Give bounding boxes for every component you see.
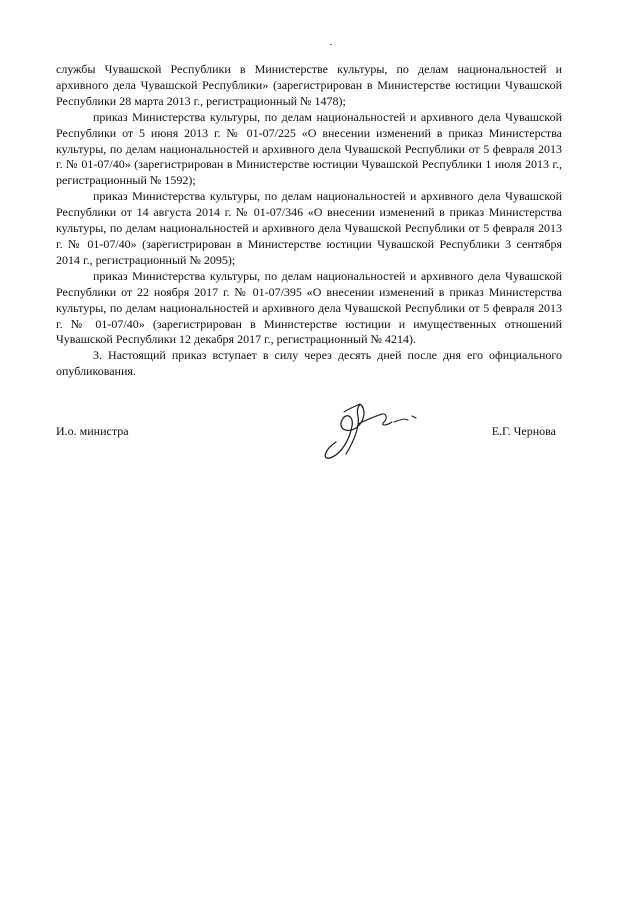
paragraph-effective-date: 3. Настоящий приказ вступает в силу через десять дней после дня его официального опубликования. — [56, 348, 562, 379]
handwritten-signature — [316, 398, 426, 462]
paragraph-order-225: приказ Министерства культуры, по делам национальностей и архивного дела Чувашской Республики от 5 июня 2013 г. № 01-07/225 «О внесении изменений в приказ Министерства культуры, по делам национальностей и архивного дела Чувашской Республики от 5 февраля 2013 г. № 01-07/40» (зарегистрирован в Министерстве юстиции Чувашской Республики 1 июля 2013 г., регистрационный № 1592); — [56, 109, 562, 188]
paragraph-order-395: приказ Министерства культуры, по делам национальностей и архивного дела Чувашской Республики от 22 ноября 2017 г. № 01-07/395 «О внесении изменений в приказ Министерства культуры, по делам национальностей и архивного дела Чувашской Республики от 5 февраля 2013 г. № 01-07/40» (зарегистрирован в Министерстве юстиции и имущественных отношений Чувашской Республики 12 декабря 2017 г., регистрационный № 4214). — [56, 268, 562, 347]
signatory-name: Е.Г. Чернова — [491, 424, 556, 438]
signature-row — [56, 424, 562, 444]
signatory-title: И.о. министра — [56, 424, 129, 438]
paragraph-continuation: службы Чувашской Республики в Министерстве культуры, по делам национальностей и архивного дела Чувашской Республики» (зарегистрирован в Министерстве юстиции Чувашской Республики 28 марта 2013 г., регистрационный № 1478); — [56, 62, 562, 108]
document-body — [56, 62, 562, 380]
paragraph-order-346: приказ Министерства культуры, по делам национальностей и архивного дела Чувашской Республики от 14 августа 2014 г. № 01-07/346 «О внесении изменений в приказ Министерства культуры, по делам национальностей и архивного дела Чувашской Республики от 5 февраля 2013 г. № 01-07/40» (зарегистрирован в Министерстве юстиции Чувашской Республики 3 сентября 2014 г., регистрационный № 2095); — [56, 189, 562, 267]
scan-speck — [330, 44, 332, 45]
